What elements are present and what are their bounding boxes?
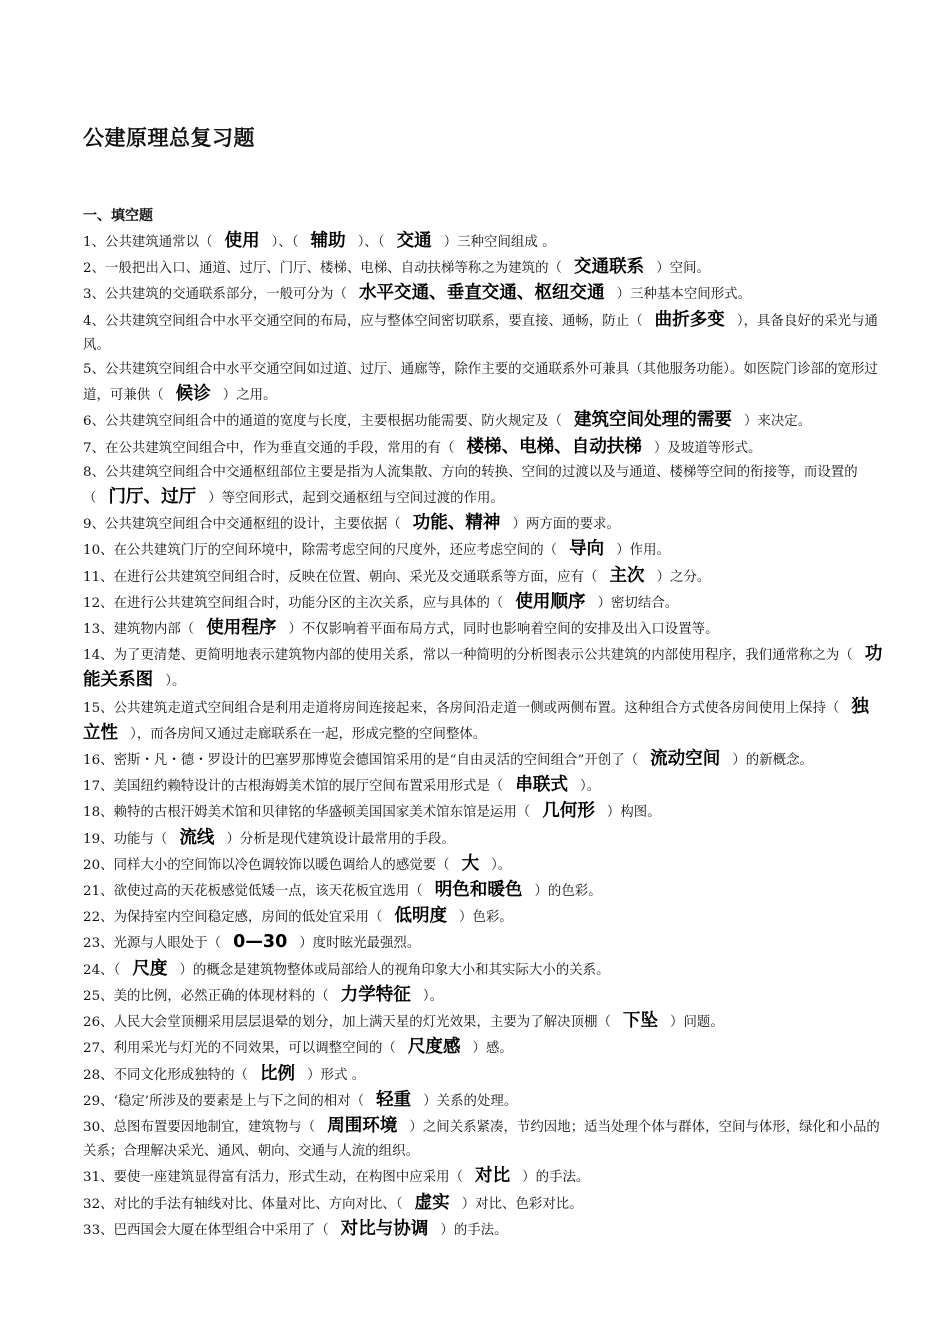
answer-text: 交通联系	[574, 257, 645, 278]
question-text: 7、在公共建筑空间组合中，作为垂直交通的手段，常用的有（	[83, 440, 455, 456]
answer-text: 交通	[396, 231, 432, 251]
answer-text: 使用顺序	[515, 591, 586, 612]
question-item	[83, 358, 883, 408]
question-text: ）及坡道等形式。	[653, 440, 762, 456]
question-text: 11、在进行公共建筑空间组合时，反映在位置、朝向、采光及交通联系等方面，应有（	[83, 569, 598, 585]
answer-text: 几何形	[542, 801, 595, 822]
question-item	[83, 616, 883, 642]
question-item	[83, 1009, 883, 1035]
question-text: 14、为了更清楚、更简明地表示建筑物内部的使用关系，常以一种简明的分析图表示公共建筑的内部使用程序，我们通常称之为（	[83, 648, 853, 664]
answer-text: 0—30	[233, 932, 288, 953]
answer-text: 独立性	[83, 696, 869, 743]
question-item	[83, 229, 883, 255]
question-text: 20、同样大小的空间饰以冷色调较饰以暖色调给人的感觉要（	[83, 857, 450, 873]
question-text: 27、利用采光与灯光的不同效果，可以调整空间的（	[83, 1041, 396, 1057]
answer-text: 流线	[179, 827, 215, 848]
question-text: 32、对比的手法有轴线对比、体量对比、方向对比、（	[83, 1196, 403, 1212]
question-text: ）感。	[472, 1041, 513, 1057]
question-text: 6、公共建筑空间组合中的通道的宽度与长度，主要根据功能需要、防火规定及（	[83, 414, 562, 430]
question-text: ）之分。	[656, 569, 711, 585]
question-text: ）。	[165, 674, 186, 690]
question-text: ）两方面的要求。	[512, 517, 620, 533]
section-heading: 一、填空题	[83, 208, 153, 224]
question-item	[83, 983, 883, 1009]
question-text: ）关系的处理。	[423, 1093, 518, 1109]
question-text: ）密切结合。	[597, 595, 679, 611]
question-item	[83, 878, 883, 904]
question-item	[83, 957, 883, 983]
question-list	[83, 229, 883, 1243]
document-title: 公建原理总复习题	[83, 126, 255, 150]
question-text: ）构图。	[606, 805, 661, 821]
question-text: ）分析是现代建筑设计最常用的手段。	[226, 831, 455, 847]
answer-text: 楼梯、电梯、自动扶梯	[466, 436, 642, 457]
question-item	[83, 642, 883, 694]
question-text: ），而各房间又通过走廊联系在一起，形成完整的空间整体。	[130, 726, 487, 742]
question-text: 21、欲使过高的天花板感觉低矮一点，该天花板宜选用（	[83, 884, 423, 900]
answer-text: 轻重	[376, 1089, 412, 1110]
question-text: 30、总图布置要因地制宜，建筑物与（	[83, 1119, 316, 1135]
question-text: ）的手法。	[440, 1222, 508, 1238]
answer-text: 周围环境	[327, 1115, 398, 1136]
answer-text: 门厅、过厅	[108, 487, 197, 508]
question-text: 24、（	[83, 962, 121, 978]
question-text: ）来决定。	[743, 414, 812, 430]
question-text: ）等空间形式，起到交通枢纽与空间过渡的作用。	[208, 491, 504, 507]
answer-text: 曲折多变	[654, 309, 725, 330]
question-text: 13、建筑物内部（	[83, 622, 195, 638]
question-item	[83, 537, 883, 563]
question-text: ）、（	[357, 235, 385, 250]
question-item	[83, 1035, 883, 1061]
question-text: 17、美国纽约赖特设计的古根海姆美术馆的展厅空间布置采用形式是（	[83, 779, 504, 795]
question-item	[83, 930, 883, 956]
question-text: 8、公共建筑空间组合中交通枢纽部位主要是指为人流集散、方向的转换、空间的过渡以及与通道、楼梯等空间的衔接等，而设置的（	[83, 464, 858, 507]
answer-text: 主次	[609, 565, 645, 586]
question-text: 4、公共建筑空间组合中水平交通空间的布局，应与整体空间密切联系，要直接、通畅，防止（	[83, 313, 643, 329]
question-item	[83, 799, 883, 825]
question-text: 12、在进行公共建筑空间组合时，功能分区的主次关系，应与具体的（	[83, 595, 504, 611]
question-text: 10、在公共建筑门厅的空间环境中，除需考虑空间的尺度外，还应考虑空间的（	[83, 543, 558, 559]
question-text: 15、公共建筑走道式空间组合是利用走道将房间连接起来，各房间沿走道一侧或两侧布置。这种组合方式使各房间使用上保持（	[83, 700, 840, 716]
question-text: 25、美的比例，必然正确的体现材料的（	[83, 988, 329, 1004]
question-item	[83, 255, 883, 281]
answer-text: 虚实	[414, 1192, 450, 1213]
question-text: ）形式 。	[307, 1067, 366, 1083]
answer-text: 功能关系图	[83, 644, 883, 691]
question-text: 3、公共建筑的交通联系部分，一般可分为（	[83, 287, 347, 303]
answer-text: 比例	[260, 1063, 296, 1084]
question-text: ）、（	[271, 235, 299, 250]
question-text: 31、要使一座建筑显得富有活力，形式生动，在构图中应采用（	[83, 1170, 464, 1186]
question-item	[83, 461, 883, 511]
question-item	[83, 1191, 883, 1217]
question-item	[83, 1217, 883, 1243]
question-text: ）的手法。	[522, 1170, 590, 1186]
answer-text: 对比	[475, 1166, 511, 1187]
question-text: ）不仅影响着平面布局方式，同时也影响着空间的安排及出入口设置等。	[288, 622, 719, 638]
answer-text: 建筑空间处理的需要	[574, 410, 732, 431]
answer-text: 低明度	[394, 906, 448, 927]
question-text: 28、不同文化形成独特的（	[83, 1067, 248, 1083]
question-item	[83, 773, 883, 799]
question-text: 29、‘稳定’所涉及的要素是上与下之间的相对（	[83, 1093, 365, 1109]
question-text: ）之用。	[222, 388, 277, 404]
question-text: ）三种空间组成 。	[443, 235, 556, 250]
question-text: ）的新概念。	[732, 753, 813, 769]
question-text: ）的概念是建筑物整体或局部给人的视角印象大小和其实际大小的关系。	[179, 962, 610, 978]
question-text: ），具备良好的采光与通风。	[83, 313, 878, 353]
question-item	[83, 1164, 883, 1190]
question-text: 2、一般把出入口、通道、过厅、门厅、楼梯、电梯、自动扶梯等称之为建筑的（	[83, 261, 562, 277]
question-text: 1、公共建筑通常以（	[83, 235, 213, 250]
question-text: 23、光源与人眼处于（	[83, 936, 222, 952]
question-text: 33、巴西国会大厦在体型组合中采用了（	[83, 1222, 329, 1238]
question-text: 18、赖特的古根汗姆美术馆和贝律铭的华盛顿美国国家美术馆东馆是运用（	[83, 805, 531, 821]
question-text: ）对比、色彩对比。	[461, 1196, 583, 1212]
question-item	[83, 826, 883, 852]
question-text: 22、为保持室内空间稳定感，房间的低处宜采用（	[83, 910, 383, 926]
question-text: ）三种基本空间形式。	[616, 287, 752, 303]
answer-text: 使用程序	[206, 618, 277, 639]
question-item	[83, 435, 883, 461]
answer-text: 力学特征	[340, 984, 411, 1005]
question-item	[83, 308, 883, 358]
question-item	[83, 695, 883, 747]
question-item	[83, 281, 883, 307]
answer-text: 串联式	[515, 775, 569, 796]
question-item	[83, 747, 883, 773]
answer-text: 候诊	[175, 384, 211, 405]
question-item	[83, 408, 883, 434]
question-text: ）度时眩光最强烈。	[299, 936, 421, 952]
answer-text: 明色和暖色	[434, 880, 523, 901]
question-text: ）问题。	[670, 1015, 724, 1031]
answer-text: 对比与协调	[340, 1218, 429, 1239]
answer-text: 辅助	[310, 231, 346, 251]
question-item	[83, 564, 883, 590]
question-item	[83, 1114, 883, 1164]
answer-text: 大	[461, 853, 480, 874]
answer-text: 流动空间	[650, 749, 721, 770]
question-text: ）之间关系紧凑，节约因地；适当处理个体与群体，空间与体形，绿化和小品的关系；合理解决采光、通风、朝向、交通与人流的组织。	[83, 1119, 880, 1160]
question-text: 5、公共建筑空间组合中水平交通空间如过道、过厅、通廊等，除作主要的交通联系外可兼具（其他服务功能）。如医院门诊部的宽形过道，可兼供（	[83, 362, 878, 404]
question-item	[83, 590, 883, 616]
answer-text: 尺度	[132, 958, 168, 979]
question-item	[83, 1088, 883, 1114]
answer-text: 使用	[224, 231, 260, 251]
answer-text: 尺度感	[407, 1037, 461, 1058]
question-text: ）色彩。	[459, 910, 513, 926]
question-text: ）的色彩。	[534, 884, 602, 900]
answer-text: 水平交通、垂直交通、枢纽交通	[358, 283, 605, 304]
question-text: 9、公共建筑空间组合中交通枢纽的设计，主要依据（	[83, 517, 401, 533]
answer-text: 功能、精神	[412, 513, 501, 534]
question-text: ）。	[422, 988, 444, 1004]
question-text: 26、人民大会堂顶棚采用层层退晕的划分，加上满天星的灯光效果，主要为了解决顶棚（	[83, 1015, 611, 1031]
question-text: ）作用。	[616, 543, 670, 559]
answer-text: 下坠	[622, 1011, 658, 1032]
question-item	[83, 1062, 883, 1088]
question-text: ）。	[491, 857, 512, 873]
question-text: 16、密斯・凡・德・罗设计的巴塞罗那博览会德国馆采用的是“自由灵活的空间组合”开创了（	[83, 753, 639, 769]
question-text: ）。	[580, 779, 601, 795]
question-item	[83, 852, 883, 878]
question-text: ）空间。	[656, 261, 710, 277]
question-item	[83, 511, 883, 537]
answer-text: 导向	[569, 539, 605, 560]
question-text: 19、功能与（	[83, 831, 168, 847]
question-item	[83, 904, 883, 930]
